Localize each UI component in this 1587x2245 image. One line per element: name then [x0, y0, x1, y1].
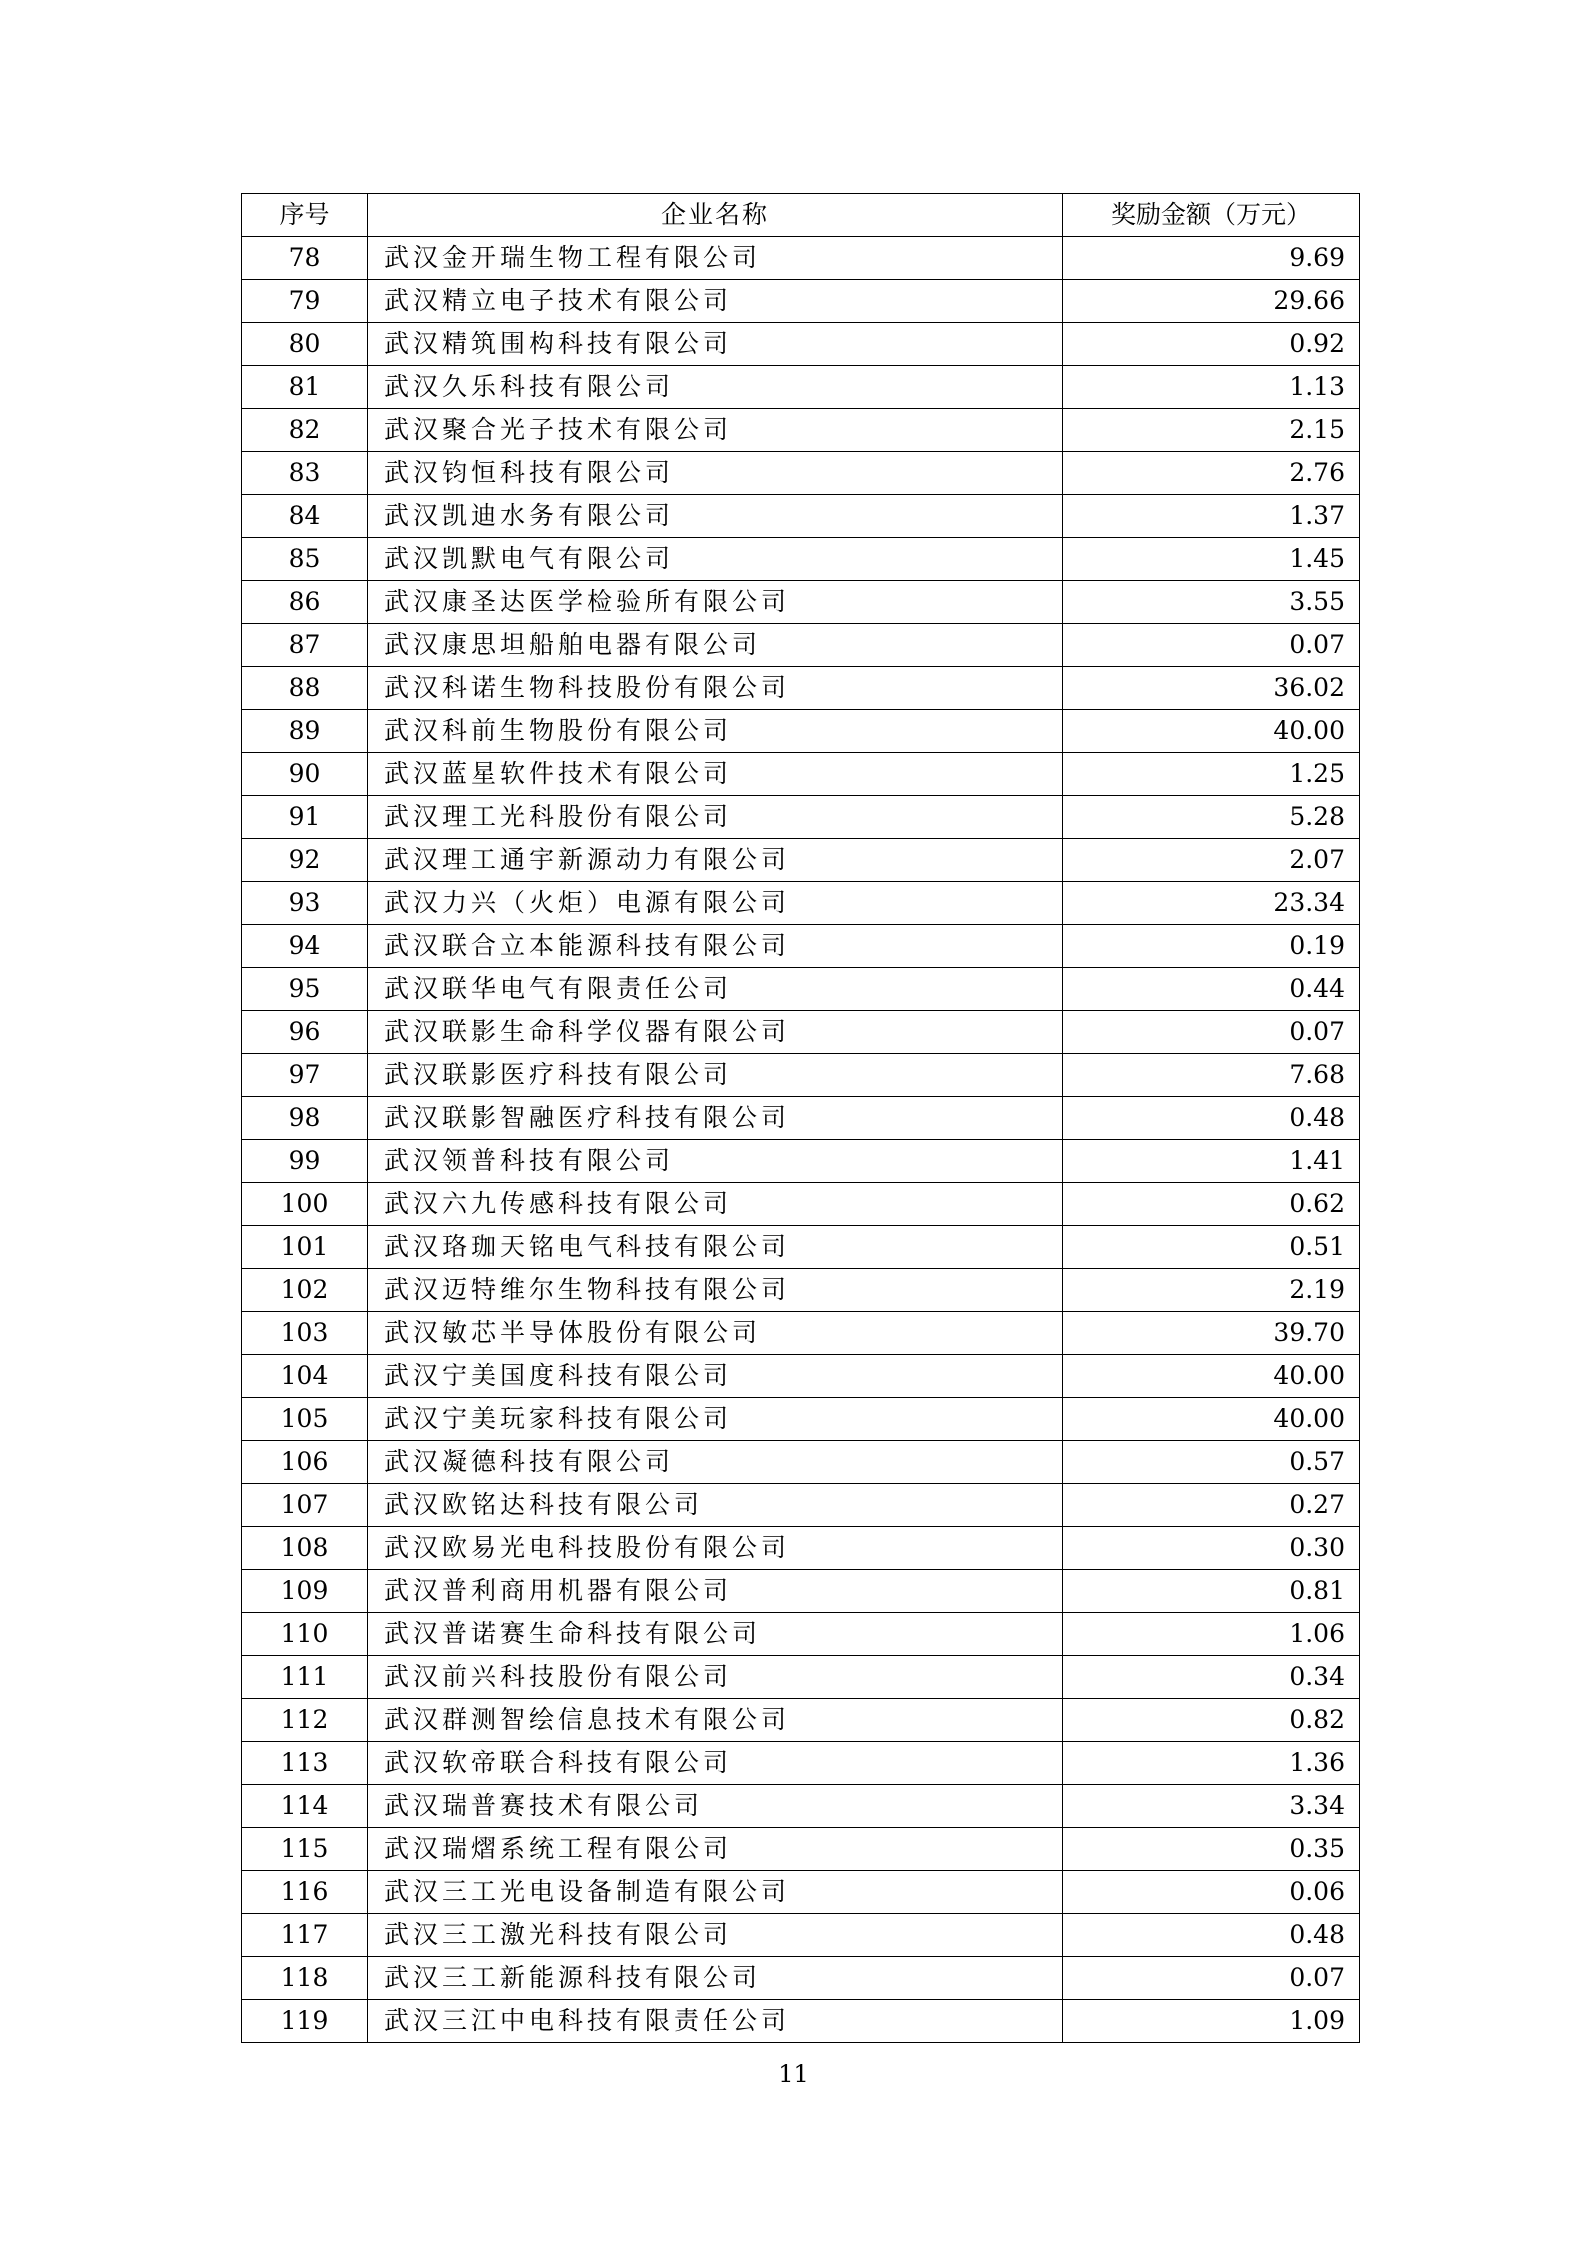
row-award-amount: 0.81	[1063, 1570, 1360, 1613]
row-company-name: 武汉宁美国度科技有限公司	[368, 1355, 1063, 1398]
row-serial-number: 108	[242, 1527, 368, 1570]
row-serial-number: 92	[242, 839, 368, 882]
row-company-name: 武汉理工通宇新源动力有限公司	[368, 839, 1063, 882]
row-serial-number: 99	[242, 1140, 368, 1183]
row-company-name: 武汉科诺生物科技股份有限公司	[368, 667, 1063, 710]
row-award-amount: 1.09	[1063, 2000, 1360, 2043]
row-serial-number: 118	[242, 1957, 368, 2000]
table-row	[242, 1656, 1360, 1699]
row-serial-number: 88	[242, 667, 368, 710]
row-award-amount: 0.62	[1063, 1183, 1360, 1226]
table-row	[242, 753, 1360, 796]
row-award-amount: 0.51	[1063, 1226, 1360, 1269]
row-award-amount: 0.27	[1063, 1484, 1360, 1527]
row-serial-number: 119	[242, 2000, 368, 2043]
table-row	[242, 710, 1360, 753]
row-serial-number: 103	[242, 1312, 368, 1355]
row-company-name: 武汉宁美玩家科技有限公司	[368, 1398, 1063, 1441]
table-row	[242, 452, 1360, 495]
table-row	[242, 1269, 1360, 1312]
table-row	[242, 1957, 1360, 2000]
row-serial-number: 114	[242, 1785, 368, 1828]
row-award-amount: 1.25	[1063, 753, 1360, 796]
row-award-amount: 0.07	[1063, 1011, 1360, 1054]
row-award-amount: 5.28	[1063, 796, 1360, 839]
row-company-name: 武汉迈特维尔生物科技有限公司	[368, 1269, 1063, 1312]
row-serial-number: 109	[242, 1570, 368, 1613]
row-company-name: 武汉三工激光科技有限公司	[368, 1914, 1063, 1957]
row-serial-number: 104	[242, 1355, 368, 1398]
row-company-name: 武汉康圣达医学检验所有限公司	[368, 581, 1063, 624]
table-row	[242, 1011, 1360, 1054]
table-row	[242, 366, 1360, 409]
row-serial-number: 116	[242, 1871, 368, 1914]
row-award-amount: 7.68	[1063, 1054, 1360, 1097]
row-award-amount: 2.19	[1063, 1269, 1360, 1312]
row-serial-number: 98	[242, 1097, 368, 1140]
row-company-name: 武汉科前生物股份有限公司	[368, 710, 1063, 753]
row-company-name: 武汉精立电子技术有限公司	[368, 280, 1063, 323]
table-row	[242, 2000, 1360, 2043]
table-row	[242, 1828, 1360, 1871]
table-row	[242, 237, 1360, 280]
table-row	[242, 925, 1360, 968]
row-serial-number: 83	[242, 452, 368, 495]
row-serial-number: 94	[242, 925, 368, 968]
row-company-name: 武汉钧恒科技有限公司	[368, 452, 1063, 495]
row-company-name: 武汉蓝星软件技术有限公司	[368, 753, 1063, 796]
table-row	[242, 1570, 1360, 1613]
table-row	[242, 1054, 1360, 1097]
row-award-amount: 40.00	[1063, 1355, 1360, 1398]
table-row	[242, 1183, 1360, 1226]
row-serial-number: 106	[242, 1441, 368, 1484]
table-header-row	[242, 194, 1360, 237]
row-company-name: 武汉前兴科技股份有限公司	[368, 1656, 1063, 1699]
row-serial-number: 89	[242, 710, 368, 753]
row-serial-number: 86	[242, 581, 368, 624]
row-award-amount: 0.35	[1063, 1828, 1360, 1871]
row-company-name: 武汉珞珈天铭电气科技有限公司	[368, 1226, 1063, 1269]
row-serial-number: 95	[242, 968, 368, 1011]
row-serial-number: 113	[242, 1742, 368, 1785]
row-company-name: 武汉力兴（火炬）电源有限公司	[368, 882, 1063, 925]
row-serial-number: 78	[242, 237, 368, 280]
award-table	[241, 193, 1360, 2043]
row-serial-number: 100	[242, 1183, 368, 1226]
table-row	[242, 1871, 1360, 1914]
table-row	[242, 581, 1360, 624]
row-company-name: 武汉聚合光子技术有限公司	[368, 409, 1063, 452]
row-award-amount: 3.55	[1063, 581, 1360, 624]
row-serial-number: 101	[242, 1226, 368, 1269]
table-row	[242, 796, 1360, 839]
row-serial-number: 93	[242, 882, 368, 925]
row-company-name: 武汉联华电气有限责任公司	[368, 968, 1063, 1011]
table-row	[242, 495, 1360, 538]
row-company-name: 武汉软帝联合科技有限公司	[368, 1742, 1063, 1785]
row-award-amount: 40.00	[1063, 710, 1360, 753]
table-row	[242, 538, 1360, 581]
table-row	[242, 1527, 1360, 1570]
row-award-amount: 2.15	[1063, 409, 1360, 452]
row-company-name: 武汉瑞熠系统工程有限公司	[368, 1828, 1063, 1871]
row-company-name: 武汉领普科技有限公司	[368, 1140, 1063, 1183]
row-serial-number: 80	[242, 323, 368, 366]
row-award-amount: 2.76	[1063, 452, 1360, 495]
row-company-name: 武汉普诺赛生命科技有限公司	[368, 1613, 1063, 1656]
row-serial-number: 102	[242, 1269, 368, 1312]
row-award-amount: 1.41	[1063, 1140, 1360, 1183]
row-company-name: 武汉联影生命科学仪器有限公司	[368, 1011, 1063, 1054]
row-company-name: 武汉敏芯半导体股份有限公司	[368, 1312, 1063, 1355]
table-row	[242, 1742, 1360, 1785]
row-serial-number: 85	[242, 538, 368, 581]
row-award-amount: 0.34	[1063, 1656, 1360, 1699]
table-row	[242, 1613, 1360, 1656]
table-row	[242, 1226, 1360, 1269]
row-company-name: 武汉凯迪水务有限公司	[368, 495, 1063, 538]
row-award-amount: 3.34	[1063, 1785, 1360, 1828]
row-company-name: 武汉欧易光电科技股份有限公司	[368, 1527, 1063, 1570]
row-company-name: 武汉普利商用机器有限公司	[368, 1570, 1063, 1613]
row-serial-number: 82	[242, 409, 368, 452]
row-award-amount: 29.66	[1063, 280, 1360, 323]
row-award-amount: 0.30	[1063, 1527, 1360, 1570]
row-award-amount: 2.07	[1063, 839, 1360, 882]
row-serial-number: 117	[242, 1914, 368, 1957]
table-row	[242, 1441, 1360, 1484]
row-serial-number: 91	[242, 796, 368, 839]
page-number: 11	[778, 2060, 809, 2088]
row-serial-number: 115	[242, 1828, 368, 1871]
row-company-name: 武汉联影智融医疗科技有限公司	[368, 1097, 1063, 1140]
row-serial-number: 84	[242, 495, 368, 538]
row-company-name: 武汉欧铭达科技有限公司	[368, 1484, 1063, 1527]
row-company-name: 武汉凯默电气有限公司	[368, 538, 1063, 581]
table-row	[242, 1484, 1360, 1527]
table-row	[242, 882, 1360, 925]
row-award-amount: 1.45	[1063, 538, 1360, 581]
header-award-amount: 奖励金额（万元）	[1063, 194, 1360, 237]
row-serial-number: 90	[242, 753, 368, 796]
row-serial-number: 111	[242, 1656, 368, 1699]
table-row	[242, 1355, 1360, 1398]
row-company-name: 武汉群测智绘信息技术有限公司	[368, 1699, 1063, 1742]
row-company-name: 武汉精筑围构科技有限公司	[368, 323, 1063, 366]
row-award-amount: 0.48	[1063, 1097, 1360, 1140]
row-award-amount: 0.92	[1063, 323, 1360, 366]
header-company-name: 企业名称	[368, 194, 1063, 237]
row-award-amount: 1.37	[1063, 495, 1360, 538]
row-award-amount: 0.82	[1063, 1699, 1360, 1742]
table-row	[242, 1699, 1360, 1742]
table-row	[242, 839, 1360, 882]
row-award-amount: 9.69	[1063, 237, 1360, 280]
row-company-name: 武汉三江中电科技有限责任公司	[368, 2000, 1063, 2043]
row-company-name: 武汉联合立本能源科技有限公司	[368, 925, 1063, 968]
row-award-amount: 39.70	[1063, 1312, 1360, 1355]
header-serial-number: 序号	[242, 194, 368, 237]
row-serial-number: 110	[242, 1613, 368, 1656]
row-serial-number: 112	[242, 1699, 368, 1742]
row-award-amount: 0.48	[1063, 1914, 1360, 1957]
table-row	[242, 1140, 1360, 1183]
row-serial-number: 107	[242, 1484, 368, 1527]
row-company-name: 武汉三工新能源科技有限公司	[368, 1957, 1063, 2000]
row-company-name: 武汉联影医疗科技有限公司	[368, 1054, 1063, 1097]
row-serial-number: 87	[242, 624, 368, 667]
row-company-name: 武汉凝德科技有限公司	[368, 1441, 1063, 1484]
table-row	[242, 280, 1360, 323]
row-serial-number: 105	[242, 1398, 368, 1441]
row-company-name: 武汉金开瑞生物工程有限公司	[368, 237, 1063, 280]
table-row	[242, 1914, 1360, 1957]
table-row	[242, 968, 1360, 1011]
row-company-name: 武汉三工光电设备制造有限公司	[368, 1871, 1063, 1914]
table-row	[242, 624, 1360, 667]
table-row	[242, 409, 1360, 452]
row-award-amount: 0.57	[1063, 1441, 1360, 1484]
row-company-name: 武汉理工光科股份有限公司	[368, 796, 1063, 839]
row-company-name: 武汉六九传感科技有限公司	[368, 1183, 1063, 1226]
table-row	[242, 667, 1360, 710]
row-serial-number: 97	[242, 1054, 368, 1097]
row-award-amount: 0.19	[1063, 925, 1360, 968]
row-award-amount: 40.00	[1063, 1398, 1360, 1441]
row-serial-number: 81	[242, 366, 368, 409]
table-row	[242, 323, 1360, 366]
table-row	[242, 1785, 1360, 1828]
row-award-amount: 0.07	[1063, 624, 1360, 667]
row-award-amount: 0.44	[1063, 968, 1360, 1011]
row-award-amount: 0.07	[1063, 1957, 1360, 2000]
row-company-name: 武汉久乐科技有限公司	[368, 366, 1063, 409]
row-award-amount: 36.02	[1063, 667, 1360, 710]
row-award-amount: 1.06	[1063, 1613, 1360, 1656]
row-serial-number: 96	[242, 1011, 368, 1054]
table-body	[242, 237, 1360, 2043]
table-row	[242, 1398, 1360, 1441]
row-award-amount: 1.36	[1063, 1742, 1360, 1785]
table-row	[242, 1312, 1360, 1355]
row-company-name: 武汉瑞普赛技术有限公司	[368, 1785, 1063, 1828]
table-row	[242, 1097, 1360, 1140]
row-award-amount: 23.34	[1063, 882, 1360, 925]
row-serial-number: 79	[242, 280, 368, 323]
row-award-amount: 0.06	[1063, 1871, 1360, 1914]
row-company-name: 武汉康思坦船舶电器有限公司	[368, 624, 1063, 667]
row-award-amount: 1.13	[1063, 366, 1360, 409]
